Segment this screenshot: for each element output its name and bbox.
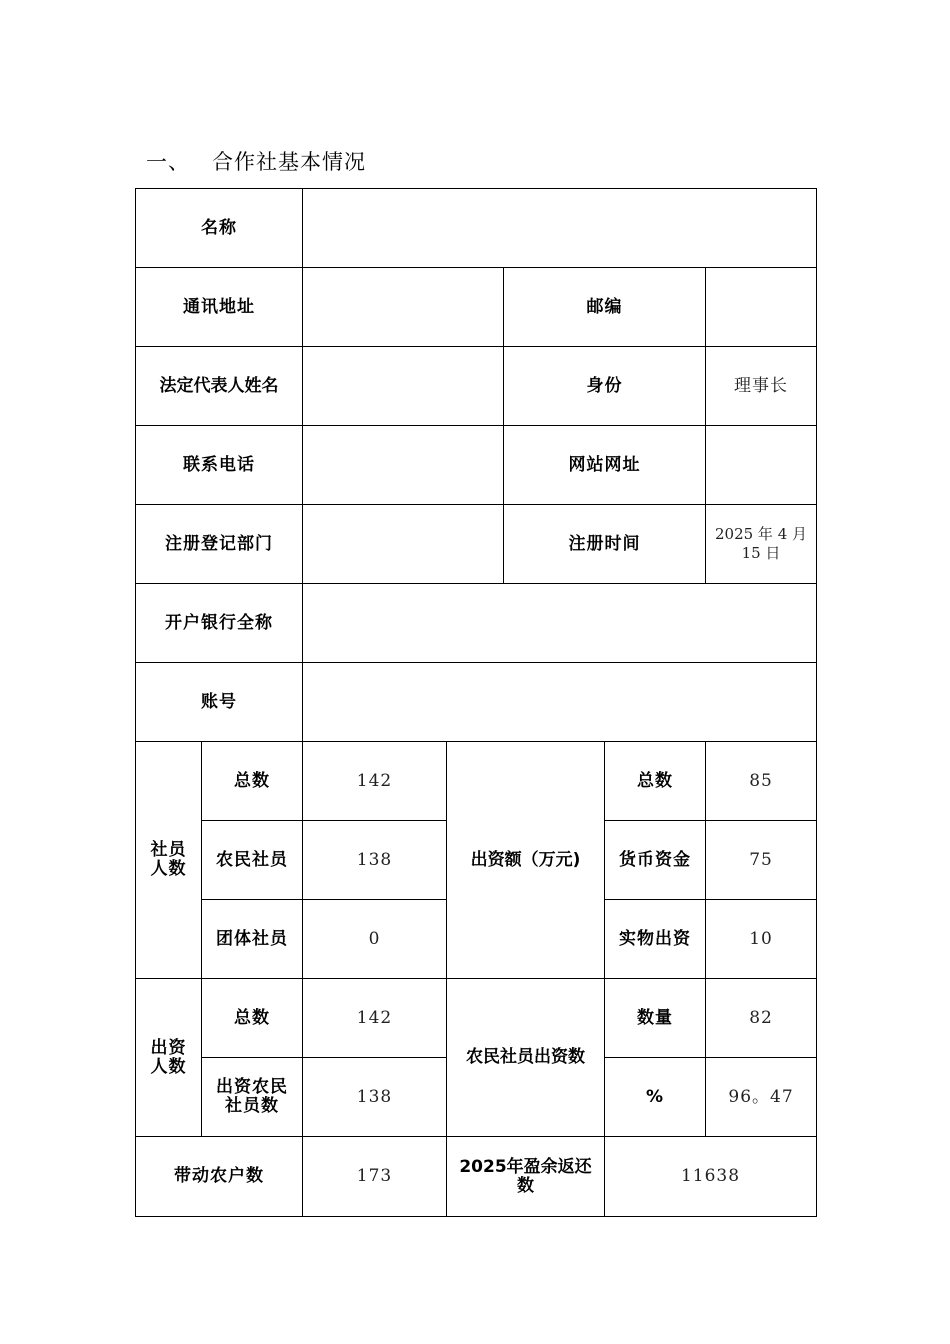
value-website xyxy=(706,426,817,505)
label-website: 网站网址 xyxy=(504,426,706,505)
label-bank: 开户银行全称 xyxy=(136,584,303,663)
label-group-members: 团体社员 xyxy=(202,900,303,979)
label-investors-total: 总数 xyxy=(202,979,303,1058)
value-reg-time: 2025 年 4 月 15 日 xyxy=(706,505,817,584)
label-members: 社员 人数 xyxy=(136,742,202,979)
value-investors-total: 142 xyxy=(303,979,447,1058)
value-postcode xyxy=(706,268,817,347)
value-cash: 75 xyxy=(706,821,817,900)
label-members-total: 总数 xyxy=(202,742,303,821)
value-address xyxy=(303,268,504,347)
value-farmer-members: 138 xyxy=(303,821,447,900)
label-percent: % xyxy=(605,1058,706,1137)
label-farmer-members: 农民社员 xyxy=(202,821,303,900)
value-surplus-return: 11638 xyxy=(605,1137,817,1217)
value-capital-total: 85 xyxy=(706,742,817,821)
value-in-kind: 10 xyxy=(706,900,817,979)
label-account: 账号 xyxy=(136,663,303,742)
label-capital-total: 总数 xyxy=(605,742,706,821)
label-farmer-capital: 农民社员出资数 xyxy=(447,979,605,1137)
label-cash: 货币资金 xyxy=(605,821,706,900)
value-account xyxy=(303,663,817,742)
value-households: 173 xyxy=(303,1137,447,1217)
value-identity: 理事长 xyxy=(706,347,817,426)
label-capital: 出资额（万元) xyxy=(447,742,605,979)
value-farmer-investors: 138 xyxy=(303,1058,447,1137)
label-surplus-return: 2025年盈余返还 数 xyxy=(447,1137,605,1217)
label-reg-dept: 注册登记部门 xyxy=(136,505,303,584)
label-households: 带动农户数 xyxy=(136,1137,303,1217)
row-bank xyxy=(136,584,817,663)
section-heading xyxy=(146,146,366,176)
label-farmer-investors: 出资农民 社员数 xyxy=(202,1058,303,1137)
label-investors: 出资 人数 xyxy=(136,979,202,1137)
label-postcode: 邮编 xyxy=(504,268,706,347)
value-reg-dept xyxy=(303,505,504,584)
value-percent: 96。47 xyxy=(706,1058,817,1137)
label-quantity: 数量 xyxy=(605,979,706,1058)
row-address xyxy=(136,268,817,347)
value-members-total: 142 xyxy=(303,742,447,821)
section-title: 合作社基本情况 xyxy=(212,150,366,174)
label-address: 通讯地址 xyxy=(136,268,303,347)
section-number: 一、 xyxy=(146,150,190,174)
label-reg-time: 注册时间 xyxy=(504,505,706,584)
row-name xyxy=(136,189,817,268)
value-name xyxy=(303,189,817,268)
row-phone xyxy=(136,426,817,505)
row-account xyxy=(136,663,817,742)
value-phone xyxy=(303,426,504,505)
label-phone: 联系电话 xyxy=(136,426,303,505)
label-identity: 身份 xyxy=(504,347,706,426)
row-households xyxy=(136,1137,817,1217)
row-members-total xyxy=(136,742,817,821)
label-legal-rep: 法定代表人姓名 xyxy=(136,347,303,426)
value-bank xyxy=(303,584,817,663)
row-registration xyxy=(136,505,817,584)
row-legal-rep xyxy=(136,347,817,426)
label-in-kind: 实物出资 xyxy=(605,900,706,979)
value-quantity: 82 xyxy=(706,979,817,1058)
value-group-members: 0 xyxy=(303,900,447,979)
cooperative-info-table xyxy=(135,188,817,1217)
value-legal-rep xyxy=(303,347,504,426)
row-investors-total xyxy=(136,979,817,1058)
label-name: 名称 xyxy=(136,189,303,268)
